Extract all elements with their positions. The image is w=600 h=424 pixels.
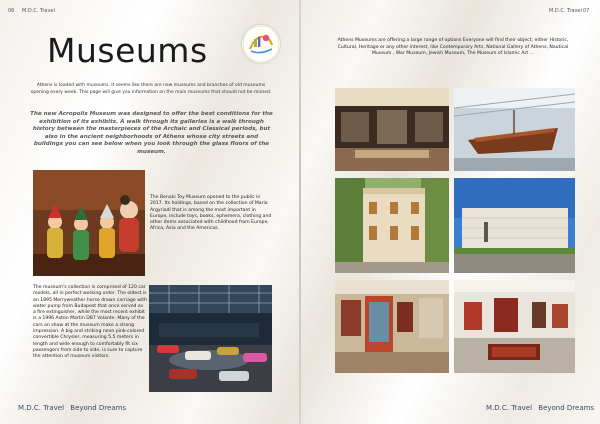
acropolis-paragraph: The new Acropolis Museum was designed to offer the best conditions for the exhibition of its exhibits. A walk through its galleries is a walk through history between the masterpieces of the Archaic and Classical periods, but also in the ancient neighborhoods of Athens whose city streets and buildings you can see below when you look through the glass floors of the museum. bbox=[30, 111, 273, 155]
neoclassical-building-photo bbox=[335, 178, 449, 273]
ship-museum-photo bbox=[454, 88, 575, 171]
right-page-number: 07 bbox=[583, 8, 590, 14]
car-museum-paragraph: The museum's collection is comprised of 120 car models, all in perfect working order. The oldest is an 1895 Merryweather horse drawn carriage with water pump from Budapest that once served as a fire extinguisher, while the most recent exhibit is a 1996 Aston Martin DB7 Volante. Many of the cars on show at the museum make a strong impression. A big and striking neon pink-colored convertible Chrysler, measuring 5.5 meters in length and wide enough to comfortably fit six passengers from side to side, is sure to capture the attention of museum visitors. bbox=[33, 285, 147, 360]
islamic-art-photo bbox=[454, 280, 575, 373]
left-footer-brand: M.D.C. Travel bbox=[18, 404, 65, 412]
right-header-brand: M.D.C. Travel bbox=[549, 8, 582, 14]
intro-paragraph: Athens is loaded with museums. It seems like there are new museums and branches of old museums opening every week. This page will give you information on the main museums that should not be missed. bbox=[30, 83, 272, 95]
travel-logo bbox=[242, 25, 280, 63]
gallery-interior-photo bbox=[335, 88, 449, 171]
right-footer-brand: M.D.C. Travel bbox=[486, 404, 533, 412]
left-page-number: 06 bbox=[8, 8, 15, 14]
art-exhibit-photo bbox=[335, 280, 449, 373]
right-intro-paragraph: Athens Museums are offering a large range of options Everyone will find their object; either Historic, Cultural, Heritage or any other interest, like Contemporary Arts, National Gallery of Athens, Nautical Museum , War Museum, Jewish Museum, The Museum of Islamic Art ... bbox=[337, 38, 569, 57]
left-footer-tagline: Beyond Dreams bbox=[70, 404, 127, 412]
toy-museum-photo bbox=[33, 170, 145, 276]
logo-graphic bbox=[242, 25, 280, 63]
modern-museum-photo bbox=[454, 178, 575, 273]
benaki-toy-paragraph: The Benaki Toy Museum opened to the public in 2017. Its holdings, based on the collection of Maria Argyriadi that is among the most important in Europe, include toys, books, ephemera, clothing and other items associated with childhood from Europe, Africa, Asia and the Americas. bbox=[150, 195, 272, 232]
car-museum-photo bbox=[149, 285, 272, 392]
page-title: Museums bbox=[47, 31, 208, 70]
right-footer-tagline: Beyond Dreams bbox=[538, 404, 595, 412]
left-footer bbox=[18, 404, 126, 412]
page-fold bbox=[299, 0, 301, 424]
right-footer bbox=[486, 404, 594, 412]
left-header-brand: M.D.C. Travel bbox=[22, 8, 55, 14]
